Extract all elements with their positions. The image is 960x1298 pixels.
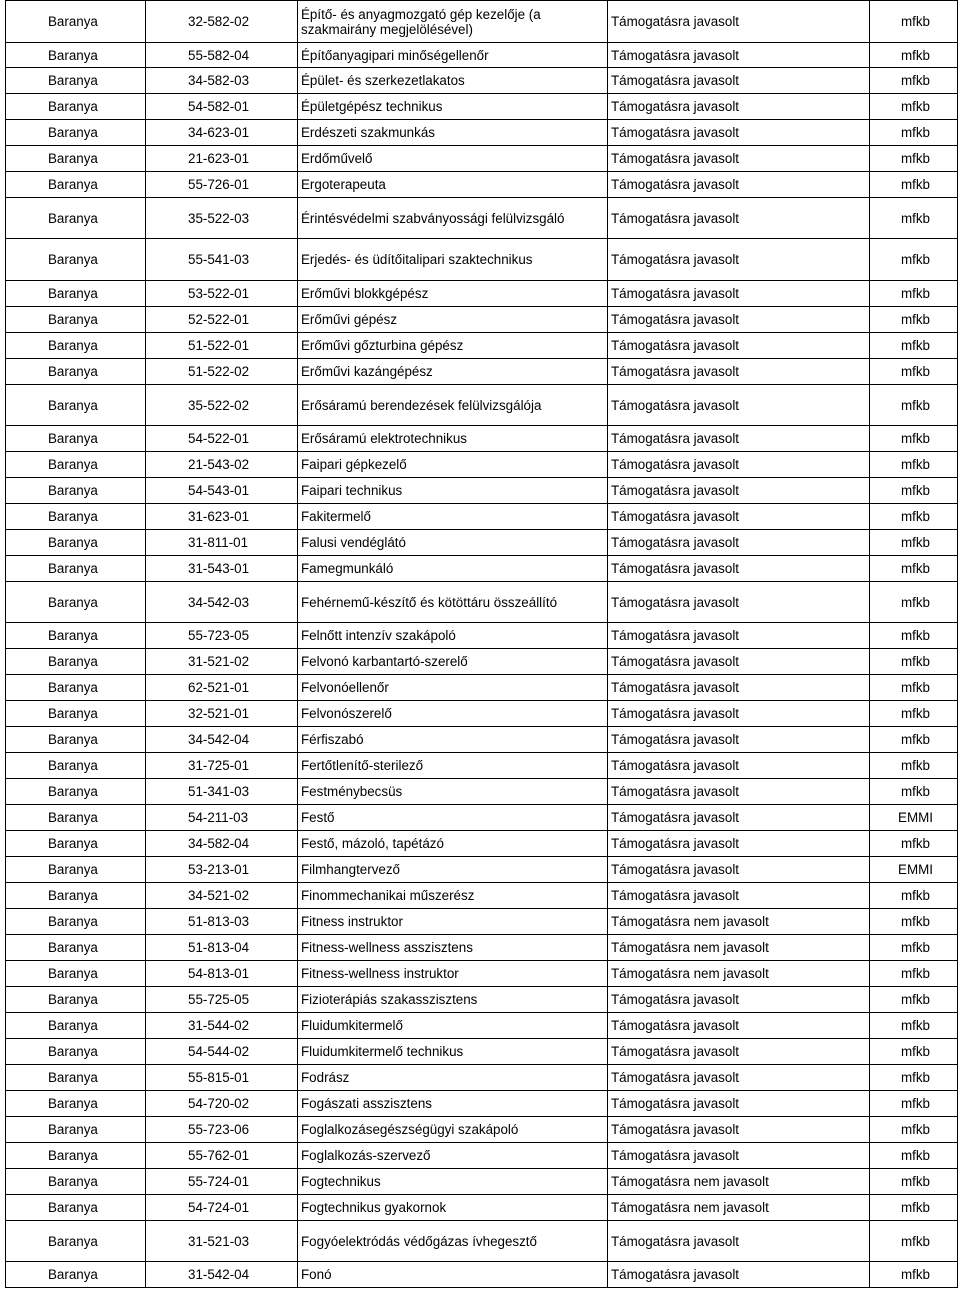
code-cell: 55-723-06: [146, 1117, 298, 1143]
table-row: [6, 805, 958, 831]
code-cell: 53-522-01: [146, 281, 298, 307]
status-cell: Támogatásra javasolt: [608, 1, 870, 43]
table-row: [6, 426, 958, 452]
qualification-name-cell: Fogtechnikus gyakornok: [298, 1195, 608, 1221]
status-cell: Támogatásra javasolt: [608, 426, 870, 452]
qualification-name-cell: Fogászati asszisztens: [298, 1091, 608, 1117]
ministry-cell: mfkb: [870, 1013, 958, 1039]
ministry-cell: mfkb: [870, 120, 958, 146]
qualification-name-cell: Fogyóelektródás védőgázas ívhegesztő: [298, 1221, 608, 1262]
status-cell: Támogatásra javasolt: [608, 239, 870, 281]
table-row: [6, 1169, 958, 1195]
ministry-cell: mfkb: [870, 556, 958, 582]
county-cell: Baranya: [6, 1117, 146, 1143]
county-cell: Baranya: [6, 857, 146, 883]
status-cell: Támogatásra javasolt: [608, 146, 870, 172]
qualification-name-cell: Férfiszabó: [298, 727, 608, 753]
table-row: [6, 1262, 958, 1288]
ministry-cell: mfkb: [870, 675, 958, 701]
table-row: [6, 909, 958, 935]
table-row: [6, 1195, 958, 1221]
county-cell: Baranya: [6, 1169, 146, 1195]
code-cell: 55-541-03: [146, 239, 298, 281]
code-cell: 52-522-01: [146, 307, 298, 333]
table-row: [6, 478, 958, 504]
table-row: [6, 198, 958, 239]
code-cell: 31-725-01: [146, 753, 298, 779]
ministry-cell: mfkb: [870, 239, 958, 281]
table-row: [6, 452, 958, 478]
code-cell: 31-521-03: [146, 1221, 298, 1262]
status-cell: Támogatásra nem javasolt: [608, 909, 870, 935]
status-cell: Támogatásra javasolt: [608, 556, 870, 582]
qualification-name-cell: Faipari technikus: [298, 478, 608, 504]
ministry-cell: mfkb: [870, 831, 958, 857]
qualification-name-cell: Faipari gépkezelő: [298, 452, 608, 478]
ministry-cell: mfkb: [870, 1091, 958, 1117]
ministry-cell: mfkb: [870, 623, 958, 649]
ministry-cell: mfkb: [870, 43, 958, 68]
table-row: [6, 146, 958, 172]
qualification-name-cell: Erdészeti szakmunkás: [298, 120, 608, 146]
qualification-name-cell: Finommechanikai műszerész: [298, 883, 608, 909]
table-row: [6, 1091, 958, 1117]
code-cell: 54-211-03: [146, 805, 298, 831]
county-cell: Baranya: [6, 1065, 146, 1091]
qualification-name-cell: Erősáramú berendezések felülvizsgálója: [298, 385, 608, 426]
status-cell: Támogatásra nem javasolt: [608, 935, 870, 961]
status-cell: Támogatásra javasolt: [608, 1221, 870, 1262]
status-cell: Támogatásra javasolt: [608, 333, 870, 359]
ministry-cell: mfkb: [870, 649, 958, 675]
qualification-name-cell: Fizioterápiás szakasszisztens: [298, 987, 608, 1013]
qualification-name-cell: Festménybecsüs: [298, 779, 608, 805]
ministry-cell: mfkb: [870, 333, 958, 359]
status-cell: Támogatásra nem javasolt: [608, 1169, 870, 1195]
county-cell: Baranya: [6, 556, 146, 582]
status-cell: Támogatásra javasolt: [608, 94, 870, 120]
code-cell: 31-544-02: [146, 1013, 298, 1039]
code-cell: 55-723-05: [146, 623, 298, 649]
county-cell: Baranya: [6, 452, 146, 478]
county-cell: Baranya: [6, 753, 146, 779]
code-cell: 55-726-01: [146, 172, 298, 198]
ministry-cell: mfkb: [870, 1262, 958, 1288]
code-cell: 31-542-04: [146, 1262, 298, 1288]
county-cell: Baranya: [6, 582, 146, 623]
code-cell: 51-522-02: [146, 359, 298, 385]
county-cell: Baranya: [6, 426, 146, 452]
qualification-name-cell: Fakitermelő: [298, 504, 608, 530]
status-cell: Támogatásra javasolt: [608, 307, 870, 333]
code-cell: 54-724-01: [146, 1195, 298, 1221]
code-cell: 34-582-03: [146, 68, 298, 94]
code-cell: 54-813-01: [146, 961, 298, 987]
county-cell: Baranya: [6, 1221, 146, 1262]
county-cell: Baranya: [6, 909, 146, 935]
code-cell: 31-543-01: [146, 556, 298, 582]
ministry-cell: mfkb: [870, 987, 958, 1013]
ministry-cell: mfkb: [870, 753, 958, 779]
qualification-name-cell: Fitness-wellness instruktor: [298, 961, 608, 987]
ministry-cell: EMMI: [870, 805, 958, 831]
code-cell: 31-811-01: [146, 530, 298, 556]
ministry-cell: EMMI: [870, 857, 958, 883]
status-cell: Támogatásra javasolt: [608, 452, 870, 478]
table-row: [6, 1117, 958, 1143]
status-cell: Támogatásra javasolt: [608, 504, 870, 530]
county-cell: Baranya: [6, 1195, 146, 1221]
qualification-name-cell: Ergoterapeuta: [298, 172, 608, 198]
table-row: [6, 753, 958, 779]
qualification-name-cell: Fluidumkitermelő: [298, 1013, 608, 1039]
qualification-name-cell: Fitness-wellness asszisztens: [298, 935, 608, 961]
qualification-name-cell: Építő- és anyagmozgató gép kezelője (a szakmairány megjelölésével): [298, 1, 608, 43]
county-cell: Baranya: [6, 1039, 146, 1065]
status-cell: Támogatásra javasolt: [608, 43, 870, 68]
table-row: [6, 1143, 958, 1169]
table-row: [6, 961, 958, 987]
qualification-name-cell: Érintésvédelmi szabványossági felülvizsgáló: [298, 198, 608, 239]
qualification-name-cell: Festő, mázoló, tapétázó: [298, 831, 608, 857]
status-cell: Támogatásra javasolt: [608, 1065, 870, 1091]
status-cell: Támogatásra javasolt: [608, 172, 870, 198]
code-cell: 34-623-01: [146, 120, 298, 146]
code-cell: 51-813-03: [146, 909, 298, 935]
status-cell: Támogatásra javasolt: [608, 478, 870, 504]
qualification-name-cell: Fitness instruktor: [298, 909, 608, 935]
status-cell: Támogatásra javasolt: [608, 530, 870, 556]
status-cell: Támogatásra javasolt: [608, 831, 870, 857]
county-cell: Baranya: [6, 385, 146, 426]
county-cell: Baranya: [6, 883, 146, 909]
table-row: [6, 43, 958, 68]
code-cell: 35-522-02: [146, 385, 298, 426]
table-row: [6, 530, 958, 556]
table-row: [6, 935, 958, 961]
qualification-name-cell: Erőművi kazángépész: [298, 359, 608, 385]
table-row: [6, 120, 958, 146]
status-cell: Támogatásra javasolt: [608, 623, 870, 649]
status-cell: Támogatásra javasolt: [608, 987, 870, 1013]
county-cell: Baranya: [6, 805, 146, 831]
status-cell: Támogatásra javasolt: [608, 198, 870, 239]
ministry-cell: mfkb: [870, 172, 958, 198]
county-cell: Baranya: [6, 779, 146, 805]
table-row: [6, 1, 958, 43]
county-cell: Baranya: [6, 43, 146, 68]
ministry-cell: mfkb: [870, 385, 958, 426]
code-cell: 21-623-01: [146, 146, 298, 172]
qualification-name-cell: Foglalkozásegészségügyi szakápoló: [298, 1117, 608, 1143]
ministry-cell: mfkb: [870, 779, 958, 805]
ministry-cell: mfkb: [870, 504, 958, 530]
code-cell: 35-522-03: [146, 198, 298, 239]
status-cell: Támogatásra javasolt: [608, 1013, 870, 1039]
code-cell: 34-542-03: [146, 582, 298, 623]
qualification-name-cell: Erősáramú elektrotechnikus: [298, 426, 608, 452]
county-cell: Baranya: [6, 727, 146, 753]
code-cell: 55-762-01: [146, 1143, 298, 1169]
table-row: [6, 675, 958, 701]
ministry-cell: mfkb: [870, 146, 958, 172]
code-cell: 62-521-01: [146, 675, 298, 701]
county-cell: Baranya: [6, 359, 146, 385]
status-cell: Támogatásra javasolt: [608, 1262, 870, 1288]
county-cell: Baranya: [6, 935, 146, 961]
county-cell: Baranya: [6, 987, 146, 1013]
ministry-cell: mfkb: [870, 582, 958, 623]
county-cell: Baranya: [6, 68, 146, 94]
table-row: [6, 172, 958, 198]
code-cell: 34-521-02: [146, 883, 298, 909]
status-cell: Támogatásra javasolt: [608, 1143, 870, 1169]
county-cell: Baranya: [6, 649, 146, 675]
code-cell: 55-815-01: [146, 1065, 298, 1091]
status-cell: Támogatásra nem javasolt: [608, 961, 870, 987]
code-cell: 54-544-02: [146, 1039, 298, 1065]
code-cell: 54-543-01: [146, 478, 298, 504]
status-cell: Támogatásra javasolt: [608, 857, 870, 883]
ministry-cell: mfkb: [870, 1117, 958, 1143]
status-cell: Támogatásra javasolt: [608, 582, 870, 623]
ministry-cell: mfkb: [870, 359, 958, 385]
status-cell: Támogatásra javasolt: [608, 281, 870, 307]
table-row: [6, 883, 958, 909]
county-cell: Baranya: [6, 198, 146, 239]
status-cell: Támogatásra javasolt: [608, 68, 870, 94]
county-cell: Baranya: [6, 1143, 146, 1169]
ministry-cell: mfkb: [870, 701, 958, 727]
ministry-cell: mfkb: [870, 1169, 958, 1195]
table-row: [6, 1013, 958, 1039]
county-cell: Baranya: [6, 333, 146, 359]
county-cell: Baranya: [6, 1091, 146, 1117]
table-row: [6, 239, 958, 281]
status-cell: Támogatásra javasolt: [608, 805, 870, 831]
county-cell: Baranya: [6, 504, 146, 530]
status-cell: Támogatásra javasolt: [608, 883, 870, 909]
table-row: [6, 857, 958, 883]
qualification-name-cell: Fehérnemű-készítő és kötöttáru összeállító: [298, 582, 608, 623]
table-row: [6, 623, 958, 649]
ministry-cell: mfkb: [870, 883, 958, 909]
table-row: [6, 385, 958, 426]
qualification-name-cell: Épület- és szerkezetlakatos: [298, 68, 608, 94]
ministry-cell: mfkb: [870, 909, 958, 935]
table-row: [6, 987, 958, 1013]
qualification-name-cell: Festő: [298, 805, 608, 831]
ministry-cell: mfkb: [870, 935, 958, 961]
qualification-name-cell: Felvonó karbantartó-szerelő: [298, 649, 608, 675]
table-row: [6, 1221, 958, 1262]
ministry-cell: mfkb: [870, 478, 958, 504]
table-row: [6, 582, 958, 623]
ministry-cell: mfkb: [870, 1221, 958, 1262]
qualification-name-cell: Fonó: [298, 1262, 608, 1288]
ministry-cell: mfkb: [870, 94, 958, 120]
code-cell: 53-213-01: [146, 857, 298, 883]
status-cell: Támogatásra javasolt: [608, 675, 870, 701]
ministry-cell: mfkb: [870, 1065, 958, 1091]
code-cell: 51-341-03: [146, 779, 298, 805]
qualification-name-cell: Felvonóellenőr: [298, 675, 608, 701]
code-cell: 55-724-01: [146, 1169, 298, 1195]
table-row: [6, 701, 958, 727]
status-cell: Támogatásra javasolt: [608, 385, 870, 426]
ministry-cell: mfkb: [870, 68, 958, 94]
county-cell: Baranya: [6, 831, 146, 857]
table-row: [6, 1065, 958, 1091]
county-cell: Baranya: [6, 1013, 146, 1039]
ministry-cell: mfkb: [870, 426, 958, 452]
code-cell: 55-582-04: [146, 43, 298, 68]
status-cell: Támogatásra javasolt: [608, 727, 870, 753]
qualification-name-cell: Foglalkozás-szervező: [298, 1143, 608, 1169]
county-cell: Baranya: [6, 675, 146, 701]
status-cell: Támogatásra javasolt: [608, 120, 870, 146]
code-cell: 51-522-01: [146, 333, 298, 359]
qualification-name-cell: Fogtechnikus: [298, 1169, 608, 1195]
qualification-name-cell: Erjedés- és üdítőitalipari szaktechnikus: [298, 239, 608, 281]
table-row: [6, 831, 958, 857]
ministry-cell: mfkb: [870, 1143, 958, 1169]
ministry-cell: mfkb: [870, 961, 958, 987]
status-cell: Támogatásra javasolt: [608, 753, 870, 779]
qualification-name-cell: Falusi vendéglátó: [298, 530, 608, 556]
qualification-name-cell: Erdőművelő: [298, 146, 608, 172]
qualification-table: [5, 0, 958, 1288]
table-row: [6, 359, 958, 385]
ministry-cell: mfkb: [870, 1195, 958, 1221]
status-cell: Támogatásra javasolt: [608, 1039, 870, 1065]
code-cell: 31-521-02: [146, 649, 298, 675]
status-cell: Támogatásra javasolt: [608, 1091, 870, 1117]
county-cell: Baranya: [6, 961, 146, 987]
table-row: [6, 281, 958, 307]
ministry-cell: mfkb: [870, 452, 958, 478]
qualification-name-cell: Erőművi gőzturbina gépész: [298, 333, 608, 359]
ministry-cell: mfkb: [870, 530, 958, 556]
code-cell: 21-543-02: [146, 452, 298, 478]
code-cell: 54-522-01: [146, 426, 298, 452]
qualification-name-cell: Fluidumkitermelő technikus: [298, 1039, 608, 1065]
status-cell: Támogatásra nem javasolt: [608, 1195, 870, 1221]
qualification-name-cell: Famegmunkáló: [298, 556, 608, 582]
ministry-cell: mfkb: [870, 1039, 958, 1065]
code-cell: 54-582-01: [146, 94, 298, 120]
county-cell: Baranya: [6, 1, 146, 43]
county-cell: Baranya: [6, 623, 146, 649]
status-cell: Támogatásra javasolt: [608, 701, 870, 727]
code-cell: 54-720-02: [146, 1091, 298, 1117]
qualification-name-cell: Felvonószerelő: [298, 701, 608, 727]
county-cell: Baranya: [6, 120, 146, 146]
county-cell: Baranya: [6, 94, 146, 120]
code-cell: 32-521-01: [146, 701, 298, 727]
county-cell: Baranya: [6, 172, 146, 198]
table-row: [6, 307, 958, 333]
qualification-name-cell: Felnőtt intenzív szakápoló: [298, 623, 608, 649]
table-row: [6, 333, 958, 359]
status-cell: Támogatásra javasolt: [608, 779, 870, 805]
qualification-name-cell: Fertőtlenítő-sterilező: [298, 753, 608, 779]
status-cell: Támogatásra javasolt: [608, 359, 870, 385]
status-cell: Támogatásra javasolt: [608, 1117, 870, 1143]
table-body: [6, 1, 958, 1288]
table-row: [6, 68, 958, 94]
ministry-cell: mfkb: [870, 281, 958, 307]
qualification-name-cell: Építőanyagipari minőségellenőr: [298, 43, 608, 68]
county-cell: Baranya: [6, 530, 146, 556]
county-cell: Baranya: [6, 307, 146, 333]
table-row: [6, 504, 958, 530]
county-cell: Baranya: [6, 146, 146, 172]
table-row: [6, 94, 958, 120]
code-cell: 34-582-04: [146, 831, 298, 857]
ministry-cell: mfkb: [870, 727, 958, 753]
status-cell: Támogatásra javasolt: [608, 649, 870, 675]
county-cell: Baranya: [6, 701, 146, 727]
code-cell: 55-725-05: [146, 987, 298, 1013]
county-cell: Baranya: [6, 281, 146, 307]
code-cell: 51-813-04: [146, 935, 298, 961]
qualification-name-cell: Fodrász: [298, 1065, 608, 1091]
table-row: [6, 556, 958, 582]
code-cell: 31-623-01: [146, 504, 298, 530]
ministry-cell: mfkb: [870, 1, 958, 43]
table-row: [6, 727, 958, 753]
qualification-name-cell: Erőművi gépész: [298, 307, 608, 333]
code-cell: 32-582-02: [146, 1, 298, 43]
qualification-name-cell: Filmhangtervező: [298, 857, 608, 883]
county-cell: Baranya: [6, 1262, 146, 1288]
code-cell: 34-542-04: [146, 727, 298, 753]
county-cell: Baranya: [6, 478, 146, 504]
table-row: [6, 1039, 958, 1065]
qualification-name-cell: Épületgépész technikus: [298, 94, 608, 120]
table-row: [6, 649, 958, 675]
qualification-name-cell: Erőművi blokkgépész: [298, 281, 608, 307]
table-row: [6, 779, 958, 805]
county-cell: Baranya: [6, 239, 146, 281]
ministry-cell: mfkb: [870, 198, 958, 239]
ministry-cell: mfkb: [870, 307, 958, 333]
